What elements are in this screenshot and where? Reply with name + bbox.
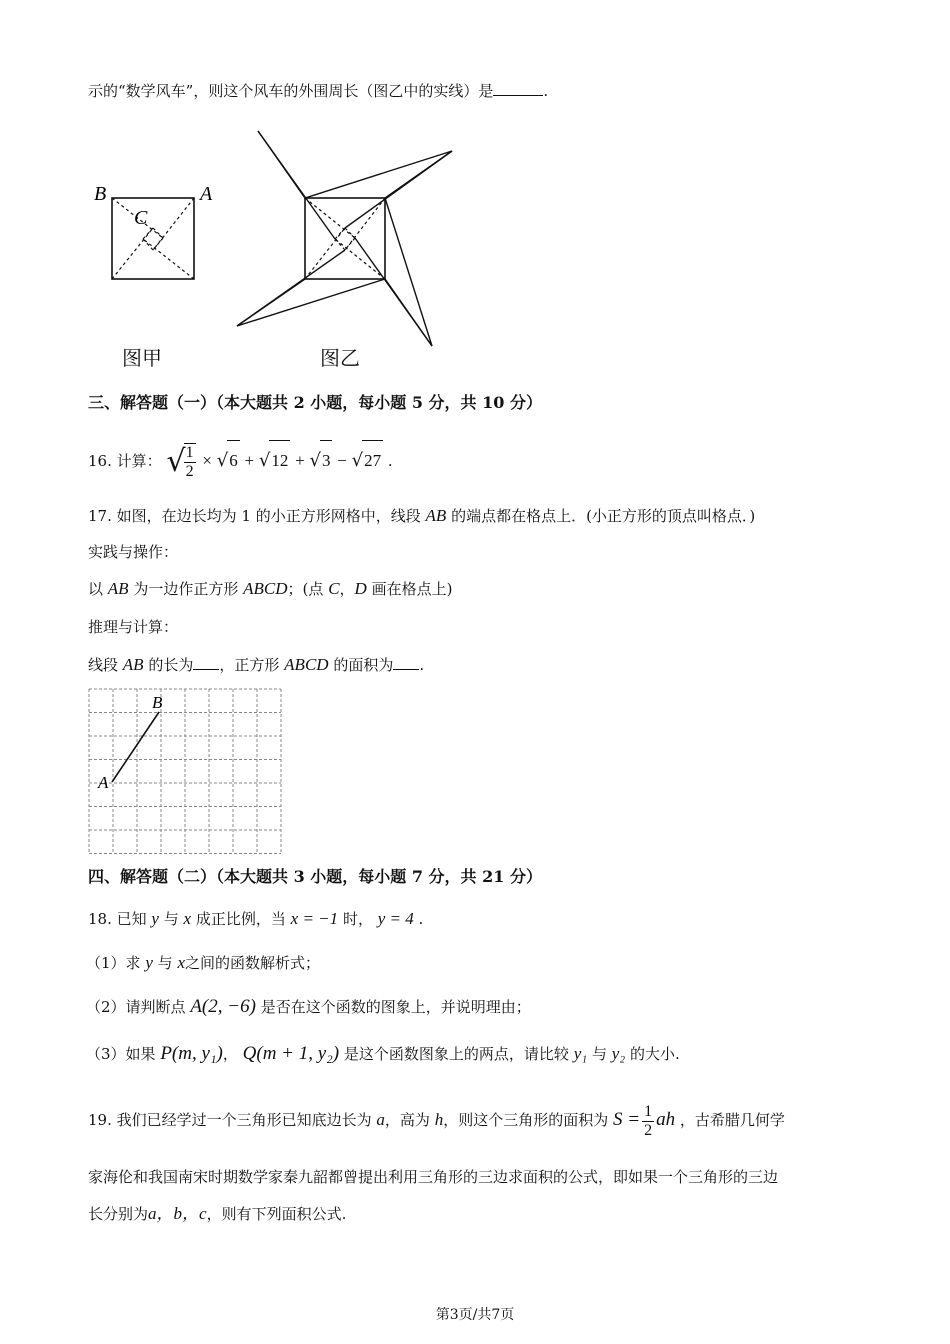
q17-length-blank: [193, 655, 219, 670]
sqrt-symbol: √: [309, 450, 321, 471]
q18-part3: [86, 1043, 680, 1065]
q17-text: 为一边作正方形: [133, 580, 239, 598]
sqrt-symbol: √: [351, 450, 364, 471]
q17-area-blank: [393, 655, 419, 670]
q18-text: 与: [591, 1045, 607, 1063]
sqrt-symbol: √: [216, 450, 229, 471]
grid-label-B: B: [152, 693, 163, 712]
q16-root-12: 12: [269, 440, 290, 481]
q18-text: 与: [157, 954, 173, 972]
var-ABCD: ABCD: [284, 655, 329, 674]
grid-label-A: A: [98, 773, 109, 792]
q19-frac-den: 2: [644, 1121, 653, 1139]
q16-plus: +: [295, 451, 305, 470]
q19-text: 长分别为: [88, 1205, 149, 1223]
q16-frac-den: 2: [185, 463, 194, 480]
var-x: x: [183, 909, 192, 928]
q19-line1: [88, 1098, 785, 1142]
q16-fraction: [184, 443, 196, 481]
q18-text: （3）如果: [86, 1045, 156, 1063]
q18-text: .: [418, 910, 424, 928]
q17-line4: 推理与计算：: [88, 618, 179, 636]
q17-text: ，正方形: [219, 656, 280, 674]
windmill-figure: [0, 0, 950, 380]
caption-yi: 图乙: [320, 346, 360, 370]
vars-abc: a，b，c: [148, 1204, 207, 1223]
q18-text: 之间的函数解析式；: [185, 954, 321, 972]
q19-text: ，高为: [384, 1111, 430, 1129]
q15-period: .: [543, 82, 549, 100]
page-footer: 第3页/共7页: [435, 1307, 515, 1323]
q18-text: 是否在这个函数的图象上，并说明理由；: [260, 998, 531, 1016]
q19-line2: 家海伦和我国南宋时期数学家秦九韶都曾提出利用三角形的三边求面积的公式，即如果一个三角形的三边: [88, 1168, 779, 1186]
q19-text: ，则有下列面积公式.: [206, 1205, 347, 1223]
q16-end: .: [387, 452, 393, 470]
q17-text: .: [419, 656, 425, 674]
q19-frac-num: 1: [644, 1102, 653, 1120]
q18-text: 成正比例，当: [195, 910, 286, 928]
sqrt-symbol: √: [258, 450, 271, 471]
q19-text: ，古希腊几何学: [679, 1111, 785, 1129]
q16-line: [88, 440, 393, 480]
q18-text: （1）求: [86, 954, 141, 972]
q15-text: 示的“数学风车”，则这个风车的外围周长（图乙中的实线）是: [88, 82, 494, 100]
q16-lead: 计算：: [116, 452, 162, 470]
var-C: C: [328, 579, 340, 598]
q18-part1: [86, 952, 320, 974]
q19-fraction: [642, 1103, 654, 1140]
point-Q: Q(m + 1, y₂): [242, 1043, 340, 1064]
q18-text: （2）请判断点: [86, 998, 186, 1016]
q17-text: 画在格点上): [371, 580, 453, 598]
figure-yi: [237, 131, 452, 346]
q16-root-3: 3: [320, 440, 333, 481]
q18-text: 的大小.: [630, 1045, 680, 1063]
label-C: C: [134, 207, 148, 229]
windmill-outline: [237, 131, 452, 346]
q17-line3: [88, 578, 452, 600]
q16-frac-num: 1: [185, 444, 194, 461]
q19-text: ，则这个三角形的面积为: [443, 1111, 609, 1129]
q16-plus: +: [244, 451, 255, 470]
q19-line3: [88, 1203, 346, 1225]
q18-line1: [88, 908, 423, 930]
q17-line5: [88, 654, 424, 676]
var-y1: y₁: [573, 1044, 588, 1063]
point-A: A(2, −6): [190, 996, 256, 1017]
figure-jia-dashed: [112, 198, 194, 279]
q17-text: 以: [88, 580, 104, 598]
var-AB: AB: [425, 506, 447, 525]
figure-jia-square: [112, 198, 194, 279]
q18-text: ，: [222, 1045, 238, 1063]
formula-S: S =: [613, 1109, 641, 1130]
section4-heading: 四、解答题（二）（本大题共 3 小题，每小题 7 分，共 21 分）: [88, 867, 542, 886]
caption-jia: 图甲: [122, 346, 162, 370]
segment-AB: [112, 712, 159, 782]
q16-root-6: 6: [227, 440, 240, 481]
figure-yi-dashed: [305, 198, 385, 279]
section3-heading: 三、解答题（一）（本大题共 2 小题，每小题 5 分，共 10 分）: [88, 393, 542, 412]
q18-text: 时，: [342, 910, 373, 928]
var-D: D: [354, 579, 367, 598]
label-A: A: [200, 183, 213, 205]
sqrt-symbol: √: [166, 444, 186, 479]
figure-yi-square: [305, 198, 385, 279]
q17-line2: 实践与操作：: [88, 543, 179, 561]
var-y2: y₂: [611, 1044, 626, 1063]
q16-number: 16.: [88, 452, 112, 470]
q16-times: ×: [202, 451, 212, 470]
q17-text: ，: [339, 580, 355, 598]
q17-line1: [88, 505, 755, 527]
q17-grid: [88, 688, 282, 856]
q17-text: 的长为: [148, 656, 194, 674]
var-AB: AB: [122, 655, 144, 674]
var-h: h: [434, 1110, 444, 1129]
q18-text: 与: [163, 910, 179, 928]
q18-text: 是这个函数图象上的两点，请比较: [343, 1045, 569, 1063]
q18-condition-y: y = 4: [377, 909, 414, 928]
var-a: a: [376, 1110, 385, 1129]
q17-text: ；(点: [287, 580, 324, 598]
q17-text: 17. 如图，在边长均为 1 的小正方形网格中，线段: [88, 507, 421, 525]
var-x: x: [177, 953, 185, 972]
var-y: y: [145, 953, 153, 972]
q16-root-27: 27: [362, 440, 383, 481]
point-P: P(m, y₁): [160, 1043, 223, 1064]
figure-jia: [112, 198, 194, 279]
q16-minus: −: [337, 451, 347, 470]
var-ABCD: ABCD: [243, 579, 288, 598]
q18-part2: [86, 996, 531, 1018]
q17-text: 的面积为: [333, 656, 394, 674]
var-AB: AB: [107, 579, 129, 598]
q17-text: 线段: [88, 656, 119, 674]
var-y: y: [151, 909, 159, 928]
formula-ah: ah: [656, 1109, 676, 1130]
q17-text: 的端点都在格点上．(小正方形的顶点叫格点．): [451, 507, 756, 525]
q18-condition-x: x = −1: [290, 909, 339, 928]
q18-text: 18. 已知: [88, 910, 147, 928]
q19-text: 19. 我们已经学过一个三角形已知底边长为: [88, 1111, 372, 1129]
label-B: B: [94, 183, 107, 205]
